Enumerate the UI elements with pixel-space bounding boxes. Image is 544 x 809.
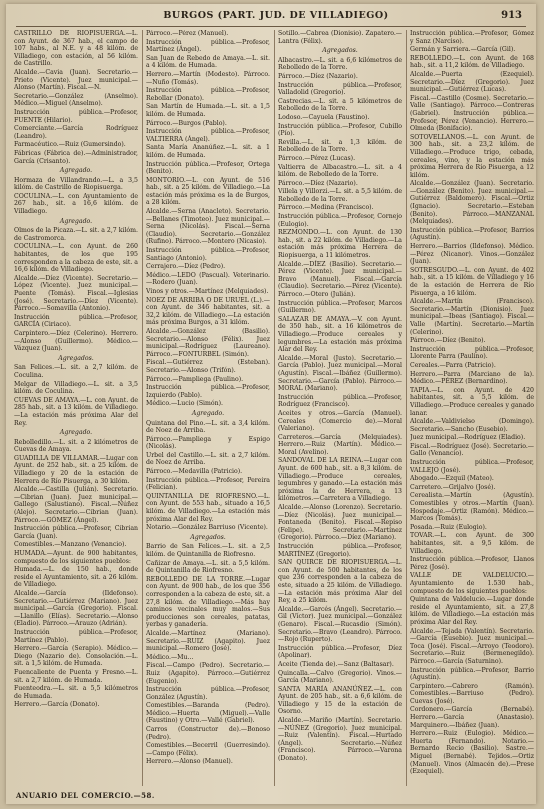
directory-entry: Comestibles.—Baranda (Pedro). Médico.—Huerta (Miguel).—Valle (Faustino) y Otro.—Vallé (Gabriel). xyxy=(146,702,270,725)
directory-entry: Instrucción pública.—Profesor, Rebollar (Donato). xyxy=(146,87,270,102)
directory-entry: CUEVAS DE AMAYA.—L. con Ayunt. de 285 hab., sit. a 13 kilóm. de Villadiego.—La estación más próxima Alar del Rey. xyxy=(14,396,138,427)
directory-entry: Párroco.—Díez (Benito). xyxy=(410,337,486,345)
directory-entry: REZMONDO.—L. con Ayunt. de 130 hab., sit. a 22 kilóm. de Villadiego.—La estación más próxima Herrera de Riopisuerga, a 11 kilómetros. xyxy=(278,229,402,260)
directory-entry: Instrucción pública.—Profesor, Martínez (Ángel). xyxy=(146,38,270,54)
column-divider xyxy=(142,30,143,786)
directory-entry: SALAZAR DE AMAYA.—V. con Ayunt. de 350 hab., sit. a 16 kilómetros de Villadiego.—Produce cereales y legumbres.—La estación más próxima Alar del Rey. xyxy=(278,315,402,354)
directory-entry: Instrucción pública.—Profesor, Barrio (Agustín). xyxy=(410,666,534,682)
directory-entry: Cordonero.—García (Bernabé). Herrero.—García (Anastasio). Marquinero.—Ibáñez (Juan). xyxy=(410,706,534,729)
directory-entry: Herrero.—García (Donato). xyxy=(14,701,100,709)
directory-entry: Fuenteodra.—L. sit. a 5,5 kilómetros de Humada. xyxy=(14,685,138,700)
directory-entry: Melgar de Villadiego.—L. sit. a 3,5 kilóm. de Coculina. xyxy=(14,380,138,396)
directory-entry: Carpintero.—Cabrero (Ramón). Comestibles.—Barriuso (Pedro). Cuevas (José). xyxy=(410,682,534,705)
directory-entry: REBOLLEDO DE LA TORRE.—Lugar con Ayunt. de 900 hab., de los que 356 corresponden a la cabeza de este, sit. a 27,8 kilóm. de Villadiego.—Más hay caminos vecinales muy malos.—Sus producciones son cereales, patatas, yerbas y ganadería. xyxy=(146,575,270,629)
directory-entry: Carpintero.—Díez (Celerino). Herrero.—Alonso (Guillermo). Médico.—Vázquez (Juan). xyxy=(14,329,138,353)
directory-entry: Médico.—Lucio (Simón). xyxy=(146,400,223,408)
directory-entry: Revilla.—L. sit. a 1,3 kilóm. de Rebolledo de la Torre. xyxy=(278,138,402,154)
directory-entry: Quintana del Pino.—L. sit. a 3,4 kilóm. de Noez de Arriba. xyxy=(146,419,270,435)
directory-entry: GUADILLA DE VILLAMAR.—Lugar con Ayunt. de 252 hab., sit. a 25 kilóm. de Villadiego y 20 de la estación de Herrera de Río Pisuerga, a 30 kilóm. xyxy=(14,454,138,485)
directory-entry: Alcalde.—Martínez (Mariano). Secretario.—RUIZ (Agapito). Juez municipal.—Romero (José). xyxy=(146,629,270,653)
directory-entry: Albacastro.—L. sit. a 6,6 kilómetros de Rebolledo de la Torre. xyxy=(278,56,402,72)
directory-entry: Juez municipal.—Rodríguez (Eladio). xyxy=(410,434,526,442)
directory-entry: Olmos de la Picaza.—L. sit. a 2,7 kilóm. de Castromorca. xyxy=(14,227,138,242)
directory-entry: TOVAR.—L. con Ayunt. de 300 habitantes, sit. a 9,5 kilóm. de Villadiego. xyxy=(410,532,534,555)
directory-entry: Comerciante.—García Rodríguez (Leandro). xyxy=(14,125,138,140)
directory-entry: REBOLLEDO.—L. con Ayunt. de 168 hab., sit. a 11,2 kilóm. de Villadiego. xyxy=(410,54,534,70)
directory-entry: Barrio de San Felices.—L. sit. a 2,5 kilóm. de Quintanilla de Riofresno. xyxy=(146,543,270,558)
directory-entry: Germán y Sarriera.—García (Gil). xyxy=(410,46,516,54)
directory-entry: Alcalde.—DÍEZ (Basilio). Secretario.—Pérez (Vicente). Juez municipal.—Bravo (Manuel). Fiscal.—García (Claudio). Secretario.—Pérez (Vicente). Párroco.—Otero (Julián). xyxy=(278,260,402,298)
text-column-4 xyxy=(410,30,534,786)
directory-entry: Carretero.—Grijalvo (José). xyxy=(410,483,496,491)
directory-entry: Alcalde.—Cavia (Juan). Secretario.—Prieto (Vicente). Juez municipal.—Alonso (Martín). Fiscal.—N. xyxy=(14,68,138,92)
directory-entry: Párroco.—Burgos (Pablo). xyxy=(146,119,227,127)
directory-entry: Instrucción pública.—Profesor, Barrios (Agustín). xyxy=(410,226,534,242)
directory-entry: Alcalde.—Serna (Anacleto). Secretario.—Bellanes (Timoteo). Juez municipal.—Serna (Nicolás). Fiscal.—Serna (Claudio). Secretario.—González (Rufino). Párroco.—Montero (Nicasio). xyxy=(146,208,270,246)
directory-entry: San Felices.—L. sit. a 2,7 kilóm. de Coculina. xyxy=(14,364,138,379)
directory-entry: Fiscal.—Castillo (Cosme). Secretario.—Valle (Santiago). Párroco.—Contreras (Gabriel). Instrucción pública.—Profesor, Pérez (Venancio). Herrero.—Olmeda (Bonifacio). xyxy=(410,94,534,133)
directory-entry: Instrucción pública.—Profesor, Santiago (Antonio). xyxy=(146,247,270,262)
section-heading: Agregados. xyxy=(58,354,94,362)
directory-entry: Fábricas (Fábrica de).—Administrador, García (Crisanto). xyxy=(14,149,138,165)
document-page xyxy=(6,4,536,804)
directory-entry: Alcalde.—Valdivielso (Domingo). Secretario.—Sancho (Eusebio). xyxy=(410,418,534,433)
directory-entry: Lodoso.—Cayuela (Faustino). xyxy=(278,113,370,121)
directory-entry: Comestibles.—Manzano (Venancio). xyxy=(14,541,127,549)
directory-entry: Alcalde.—González (Juan). Secretario.—González (Benito). Juez municipal.—Gutiérrez (Baldomero). Fiscal.—Ortiz (Ignacio). Secretario.—Esteban (Benito). Párroco.—MANZANAL (Melquiades). xyxy=(410,180,534,226)
directory-entry: Párroco.—Pérez (Lucas). xyxy=(278,154,356,162)
directory-entry: Instrucción pública.—Profesor, Pereira (Felician). xyxy=(146,476,270,492)
directory-entry: MONTORIO.—L. con Ayunt. de 516 hab., sit. a 25 kilóm. de Villadiego.—La estación más próxima es la de Burgos, a 28 kilóm. xyxy=(146,176,270,207)
directory-entry: Alcalde.—Martín (Francisco). Secretario.—Martín (Dionisio). Juez municipal.—Ibeas (Santiago). Fiscal.—Valle (Martín). Secretario.—Martín (Celerino). xyxy=(410,298,534,336)
directory-entry: Notario.—González Barriuso (Vicente). xyxy=(146,524,268,532)
directory-entry: Vinos y otros.—Martínez (Melquiades). xyxy=(146,288,269,295)
directory-entry: Herrero.—Parra (Marciano de la). Médico.—PÉREZ (Bernardino). xyxy=(410,370,534,386)
directory-entry: Instrucción pública.—Profesor, Cornejo (Eulogio). xyxy=(278,213,402,228)
directory-entry: Instrucción pública.—Profesor, VALTIERRA (Ángel). xyxy=(146,128,270,143)
directory-entry: SOTRESGUDO.—L. con Ayunt. de 402 hab., sit. a 15 kilóm. de Villadiego y 16 de la estación de Herrera de Río Pisuerga, a 16 kilóm. xyxy=(410,266,534,297)
directory-entry: Castrecias.—L. sit. a 5 kilómetros de Rebolledo de la Torre. xyxy=(278,97,402,113)
directory-entry: Herrero.—García (Serapio). Médico.—Diego (Nazario de). Consolación.—L. sit. a 1,5 kilóm. de Humada. xyxy=(14,645,138,668)
directory-entry: Farmacéutico.—Ruiz (Gumersindo). xyxy=(14,141,126,149)
directory-entry: Alcalde.—Alonso (Lorenzo). Secretario.—Díez (Nicolás). Juez municipal.—Fontaneda (Benito). Fiscal.—Repiso (Felipe). Secretario.—Martínez (Gregorio). Párroco.—Díez (Mariano). xyxy=(278,504,402,542)
directory-entry: SAN QUIRCE DE RIOPISUERGA.—L. con Ayunt. de 500 habitantes, de los que 236 corresponden a la cabeza de este, situado a 25 kilóm. de Villadiego.—La estación más próxima Alar del Rey, a 25 kilóm. xyxy=(278,559,402,605)
directory-entry: Rebolledillo.—L. sit. a 2 kilómetros de Cuevas de Amaya. xyxy=(14,438,138,454)
section-heading: Agregado. xyxy=(59,167,93,175)
directory-entry: Párroco.—Medavilla (Patricio). xyxy=(146,468,243,476)
directory-entry: Sotillo.—Cabrea (Dionisio). Zapatero.—Lantra (Félix). xyxy=(278,30,402,45)
directory-entry: QUINTANILLA DE RIOFRESNO.—L. con Ayunt. de 553 hab., situado a 16,5 kilóm. de Villadiego.—La estación más próxima Alar del Rey. xyxy=(146,492,270,523)
section-heading: Agregados. xyxy=(190,533,226,541)
directory-entry: Instrucción pública.—Profesor, Rodríguez (Francisco). xyxy=(278,393,402,409)
directory-entry: Alcalde.—Mariño (Martín). Secretario.—NÚÑEZ (Gregorio). Juez municipal.—Ruiz (Valentín). Fiscal.—Hurtado (Ángel). Secretario.—Núñez (Francisco). Párroco.—Varona (Donato). xyxy=(278,717,402,763)
directory-entry: Médico.—Mu... xyxy=(146,653,194,661)
directory-entry: Cerealista.—Martín (Agustín). Comestibles y otros.—Martín (Juan). Hospedaje.—Ortiz (Ramón). Médico.—Marcos (Tomás). xyxy=(410,492,534,523)
directory-entry: Instrucción pública.—Profesor, Díez (Apolinar). xyxy=(278,644,402,660)
directory-entry: COCULINA.—L. con Ayuntamiento de 267 hab., sit. a 16,6 kilóm. de Villadiego. xyxy=(14,192,138,216)
directory-entry: Cerrajero.—Díez (Pedro). xyxy=(146,263,226,271)
directory-entry: Abogado.—Ezquil (Mateo). xyxy=(410,475,494,483)
directory-entry: NOEZ DE ARRIBA O DE URUEL (L.).—con Ayunt. de 346 habitantes, sit. a 32,2 kilóm. de Villadiego.—La estación más próxima Burgos, a 31 kilóm. xyxy=(146,296,270,327)
directory-entry: SANDOVAL DE LA REINA.—Lugar con Ayunt. de 600 hab., sit. a 8,3 kilóm. de Villadiego.—Produce cereales, legumbres y ganado.—La estación más próxima la de Herrera, a 13 kilómetros.—Carretera a Villadiego. xyxy=(278,457,402,503)
directory-entry: COCULINA.—L. con Ayunt. de 260 habitantes, de los que 195 corresponden a la cabeza de este, sit. a 16,6 kilóm. de Villadiego. xyxy=(14,243,138,274)
directory-entry: San Martín de Humada.—L. sit. a 1,5 kilóm. de Humada. xyxy=(146,103,270,118)
directory-entry: Párroco.—Díez (Nazario). xyxy=(278,72,358,80)
directory-entry: Aceites y otros.—García (Manuel). Cereales (Comercio de).—Moral (Valeriano). xyxy=(278,409,402,433)
directory-entry: Fiscal.—Rodríguez (José). Secretario.—Gallo (Venancio). xyxy=(410,442,534,458)
directory-entry: Santa María Ananúñez.—L. sit. a 1 kilóm. de Humada. xyxy=(146,144,270,159)
text-column-1 xyxy=(14,30,138,786)
directory-entry: Alcalde.—Castilla (Julián). Secretario.—Cibrian (Juan). Juez municipal.—Gallego (Salustiano). Fiscal.—Núñez (Alejo). Secretario.—Cibrian (Juan). Párroco.—GÓMEZ (Ángel). xyxy=(14,486,138,524)
directory-entry: Párroco.—Díez (Nazario). xyxy=(278,179,358,187)
directory-entry: HUMADA.—Ayunt. de 900 habitantes, compuesto de los siguientes pueblos: xyxy=(14,550,138,565)
directory-entry: Alcalde.—González (Basilio). Secretario.—Alonso (Félix). Juez municipal.—Rodríguez (Laureano). Párroco.—FONTURBEL (Simón). xyxy=(146,327,270,358)
directory-entry: Humada.—L. de 150 hab., donde reside el Ayuntamiento, sit. a 26 kilóm. de Villadiego. xyxy=(14,566,138,589)
text-column-3 xyxy=(278,30,402,786)
directory-entry: Quintana de Valdelucio.—Lugar donde reside el Ayuntamiento, sit. a 27,8 kilóm. de Villadiego.—La estación más próxima Alar del Rey. xyxy=(410,596,534,626)
directory-entry: Hormaza de Villandrando.—L. a 3,5 kilóm. de Castrillo de Riopisuerga. xyxy=(14,176,138,192)
directory-entry: Carros (Constructor de).—Bonoso (Pedro). xyxy=(146,726,270,741)
column-divider xyxy=(274,30,275,786)
directory-entry: Párroco.—Pérez (Manuel). xyxy=(146,30,229,37)
directory-entry: Instrucción pública.—Profesor, GARCÍA (Ciriaco). xyxy=(14,313,138,329)
directory-entry: Alcalde.—Puerta (Ezequiel). Secretario.—Díez (Gregorio). Juez municipal.—Gutiérrez (Lucas). xyxy=(410,70,534,94)
page-number: 913 xyxy=(501,10,522,21)
directory-entry: Instrucción pública.—Profesor, Llorente Parra (Paulino). xyxy=(410,345,534,361)
section-heading: Agregado. xyxy=(59,429,93,437)
directory-entry: Instrucción pública.—Profesor, Llanos Pérez (José). xyxy=(410,556,534,571)
directory-entry: Fiscal.—Campo (Pedro). Secretario.—Ruiz (Agapito). Párroco.—Gutiérrez (Eugenio). xyxy=(146,662,270,685)
directory-entry: Instrucción pública.—Profesor, MARTÍNEZ (Gregorio). xyxy=(278,543,402,558)
text-column-2 xyxy=(146,30,270,786)
directory-entry: CASTRILLO DE RIOPISUERGA.—L. con Ayunt. de 367 hab., el campo de 107 habs., al N.E. y a 48 kilóm. de Villadiego, con estación, al 56 kilóm. de Castrillo. xyxy=(14,30,138,68)
directory-entry: Instrucción pública.—Profesor, VALLEJO (José). xyxy=(410,459,534,474)
directory-entry: Herrero.—Ruiz (Eulogio). Médico.—Huerta (Fernando). Notario.—Bernardo Recio (Basilio). Sastre.—Miguel (Bernabé). Tejidos.—Ortiz (Manuel). Vinos (Almacén de).—Prese (Ezequiel). xyxy=(410,730,534,776)
header-rule xyxy=(16,26,526,27)
directory-entry: Herrero.—Martín (Modesto). Párroco.—Nuño (Tomás). xyxy=(146,70,270,86)
directory-entry: Instrucción pública.—Profesor, Cubillo (Pío). xyxy=(278,122,402,138)
directory-entry: Párroco.—Pampliega y Espigo (Nicolás). xyxy=(146,435,270,451)
directory-entry: TAPIA.—L. con Ayunt. de 420 habitantes, sit. a 5,5 kilóm. de Villadiego.—Produce cereales y ganado lanar. xyxy=(410,386,534,417)
directory-entry: Cereales.—Parra (Patricio). xyxy=(410,361,496,369)
directory-entry: Carreteros.—García (Melquiades). Herrero.—Ruiz (Martín). Médico.—Moral (Avelino). xyxy=(278,433,402,456)
directory-entry: VALLE DE VALDELUCIO.—Ayuntamiento de 1.530 hab., compuesto de los siguientes pueblos: xyxy=(410,572,534,595)
directory-entry: Fuencaliente de Puenta y Fresno.—L. sit. a 2,7 kilóm. de Humada. xyxy=(14,668,138,684)
directory-entry: Párroco.—Pampliega (Paulino). xyxy=(146,375,244,383)
directory-entry: Fiscal.—Gutiérrez (Esteban). Secretario.—Alonso (Trifón). xyxy=(146,359,270,374)
directory-entry: Alcalde.—Garcés (Ángel). Secretario.—Gil (Víctor). Juez municipal.—González (Genaro). Fiscal.—Rucasdio (Simón). Secretario.—Bravo (Leandro). Párroco.—Rojo (Ruperto). xyxy=(278,605,402,644)
directory-entry: Instrucción pública.—Profesor, Gómez y Sanz (Narciso). xyxy=(410,30,534,45)
directory-entry: Comestibles.—Becerril (Guerresindo).—Campo (Félix). xyxy=(146,742,270,757)
directory-entry: Alcalde.—García (Ildefonso). Secretario.—Gutiérrez (Mariano). Juez municipal.—García (Gregorio). Fiscal.—Llanillo (Elías). Secretario.—Alonso (Eladio). Párroco.—Arauzo (Adrián). xyxy=(14,589,138,628)
directory-entry: Instrucción pública.—Profesor, FUENTE (Hilario). xyxy=(14,108,138,124)
directory-entry: Cañizar de Amaya.—L. sit. a 5,5 kilóm. de Quintanilla de Riofresno. xyxy=(146,559,270,575)
directory-entry: Aceite (Tienda de).—Sanz (Baltasar). xyxy=(278,660,394,668)
directory-entry: SOTOVELLANOS.—L. con Ayunt. de 300 hab., sit. a 23,2 kilóm. de Villadiego.—Produce trigo, cebada, cereales, vino, y la estación más próxima Herrera de Río Pisuerga, a 12 kilóm. xyxy=(410,133,534,179)
directory-entry: Alcalde.—Tejada (Valentín). Secretario.—García (Eusebio). Juez municipal.—Toca (José). Fiscal.—Arroyo (Teodoro). Secretario.—Ruiz (Bermenegildo). Párroco.—García (Saturnino). xyxy=(410,627,534,665)
directory-entry: San Juan de Rebedo de Amaya.—L. sit. a 4 kilóm. de Humada. xyxy=(146,54,270,70)
section-heading: Agregados. xyxy=(322,47,358,55)
section-heading: Agregado. xyxy=(59,217,93,225)
directory-entry: Alcalde.—Moral (Justo). Secretario.—García (Pablo). Juez municipal.—Moral (Agustín). Fiscal.—Ibáñez (Guillermo). Secretario.—García (Pablo). Párroco.—MORAL (Mariano). xyxy=(278,354,402,393)
directory-entry: Villela y Villorzi.—L. sit. a 5,5 kilóm. de Rebolledo de la Torre. xyxy=(278,188,402,203)
directory-entry: Instrucción pública.—Profesor, Marcos (Guillermo). xyxy=(278,299,402,315)
directory-entry: SANTA MARÍA ANANÚÑEZ.—L. con Ayunt. de 205 hab., sit. a 6,6 kilóm. de Villadiego y 15 de la estación de Osorno. xyxy=(278,685,402,716)
directory-entry: Instrucción pública.—Profesor, Cibrian García (Juan). xyxy=(14,525,138,540)
page-header xyxy=(6,10,536,26)
directory-entry: Médico.—LEDO (Pascual). Veterinario.—Rodero (Juan). xyxy=(146,271,270,287)
directory-entry: Instrucción pública.—Profesor, Izquierdo (Pablo). xyxy=(146,384,270,399)
directory-entry: Secretario.—González (Anselmo). Médico.—Miguel (Anselmo). xyxy=(14,92,138,108)
directory-entry: Quincalla.—Calvo (Gregorio). Vinos.—García (Mariano). xyxy=(278,669,402,685)
section-heading: Agregado. xyxy=(191,409,225,417)
directory-entry: Valtierra de Albacastro.—L. sit. a 4 kilóm. de Rebolledo de la Torre. xyxy=(278,163,402,179)
directory-entry: Herrero.—Barrios (Ildefonso). Médico.—Pérez (Nicanor). Vinos.—González (Juan). xyxy=(410,243,534,266)
directory-entry: Instrucción pública.—Profesor, González (Agustín). xyxy=(146,686,270,701)
directory-entry: Herrero.—Alonso (Manuel). xyxy=(146,758,233,766)
running-title: BURGOS (PART. JUD. DE VILLADIEGO) xyxy=(163,10,389,21)
directory-entry: Párroco.—Medina (Francisco). xyxy=(278,204,374,212)
page-footer: ANUARIO DEL COMERCIO.—58. xyxy=(16,791,155,800)
directory-entry: Instrucción pública.—Profesor, Martínez (Pablo). xyxy=(14,628,138,644)
directory-entry: Instrucción pública.—Profesor, Ortega (Benito). xyxy=(146,160,270,176)
directory-entry: Alcalde.—Díez (Vicente). Secretario.—López (Vicente). Juez municipal.—Puente (Tomás). Fiscal.—Iglesias (José). Secretario.—Díez (Vicente). Párroco.—Somavilla (Antonio). xyxy=(14,274,138,313)
directory-entry: Instrucción pública.—Profesor, Valladolid (Gregorio). xyxy=(278,81,402,97)
directory-entry: Posada.—Ruiz (Eulogio). xyxy=(410,523,487,531)
column-divider xyxy=(406,30,407,786)
directory-entry: Urbel del Castillo.—L. sit. a 2,7 kilóm. de Noez de Arriba. xyxy=(146,451,270,467)
